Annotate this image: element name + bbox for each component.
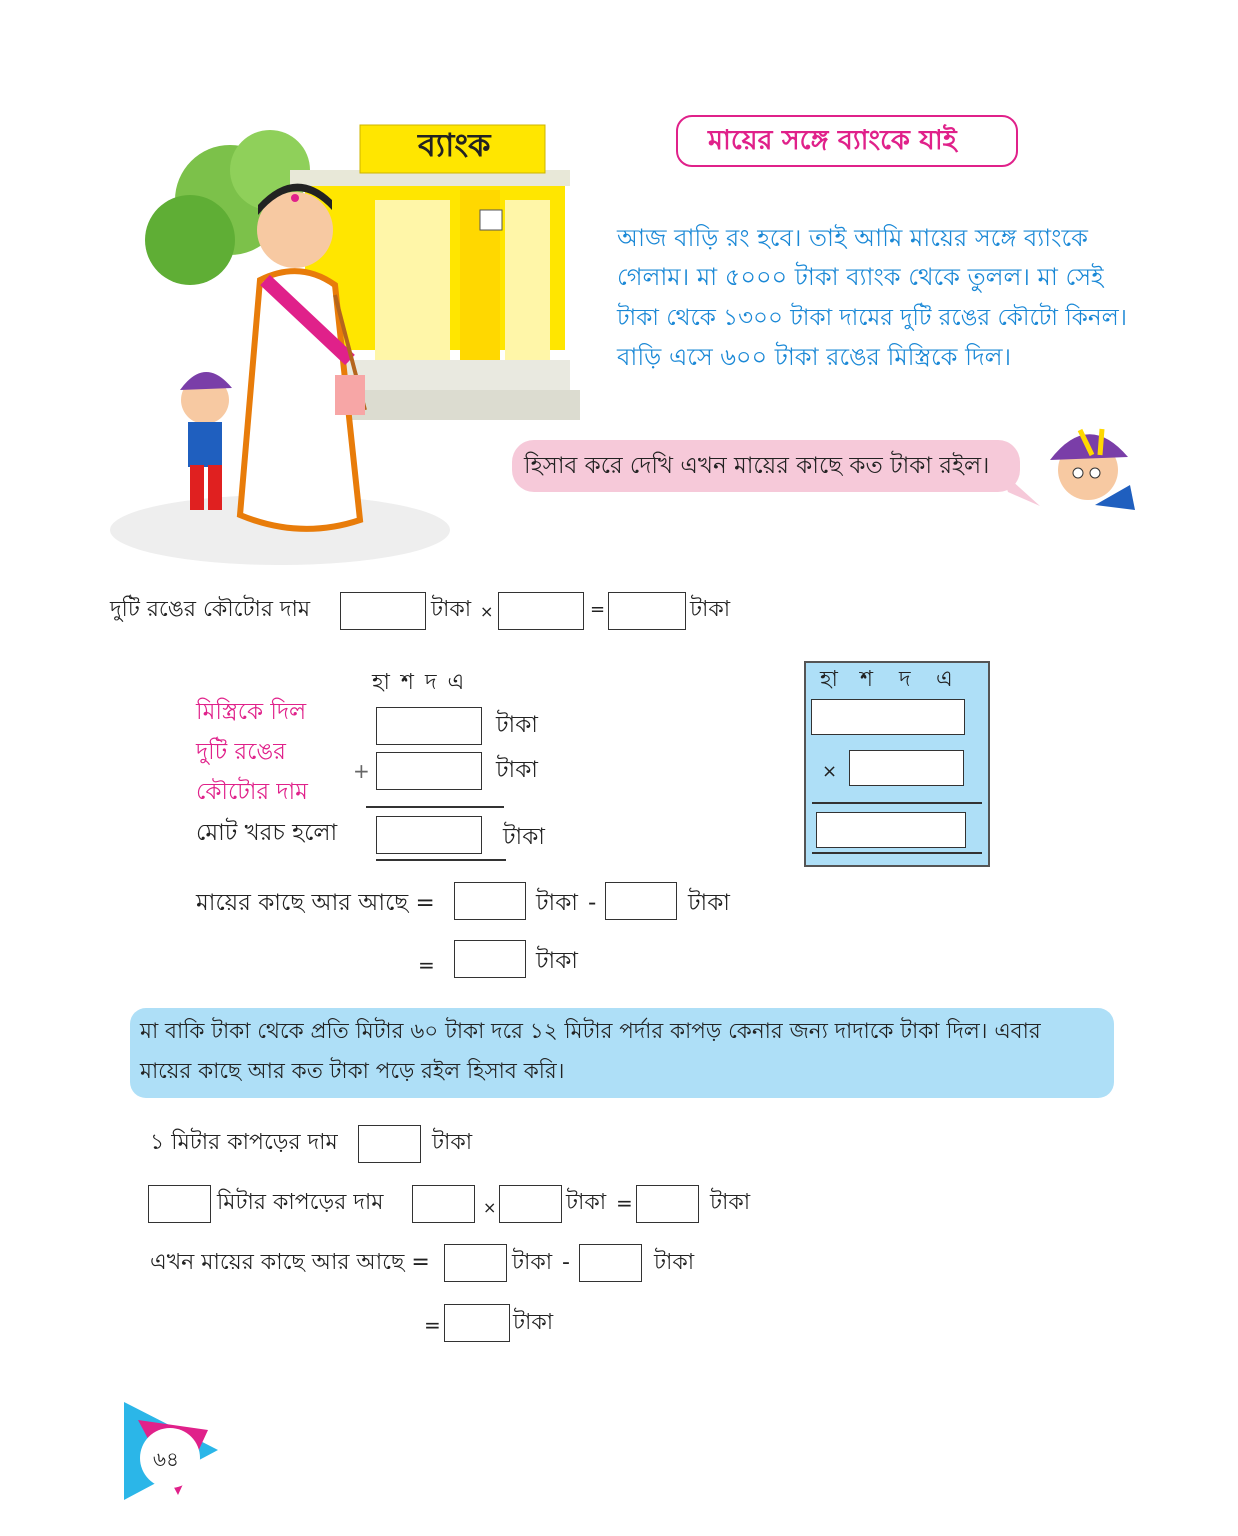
now-result-input[interactable] — [444, 1304, 510, 1342]
cloth-total-input[interactable] — [636, 1185, 699, 1223]
taka-label: টাকা — [566, 1190, 607, 1215]
sum-rule-bottom — [376, 859, 506, 861]
taka-label: টাকা — [512, 1250, 553, 1275]
taka-label: টাকা — [690, 597, 731, 622]
page-title: মায়ের সঙ্গে ব্যাংকে যাই — [708, 125, 957, 156]
paint-price-label: দুটি রঙের কৌটোর দাম — [110, 597, 311, 622]
mult-rule-top — [812, 802, 982, 804]
mult-rule-bottom — [812, 852, 982, 854]
remaining-label: মায়ের কাছে আর আছে = — [196, 890, 435, 916]
one-metre-price-label: ১ মিটার কাপড়ের দাম — [150, 1130, 338, 1155]
story-line-4: বাড়ি এসে ৬০০ টাকা রঙের মিস্ত্রিকে দিল। — [617, 343, 1012, 371]
one-metre-price-input[interactable] — [358, 1125, 421, 1163]
taka-label: টাকা — [536, 890, 578, 916]
paint-cost-input[interactable] — [376, 752, 482, 790]
times-sign: × — [483, 1198, 497, 1217]
sum-rule-top — [366, 806, 504, 808]
story-line-3: টাকা থেকে ১৩০০ টাকা দামের দুটি রঙের কৌটো কিনল। — [617, 305, 1127, 331]
paint-cost-label-line2: কৌটোর দাম — [196, 779, 308, 805]
metre-cloth-price-label: মিটার কাপড়ের দাম — [217, 1190, 384, 1215]
mult-times-sign: × — [822, 761, 838, 782]
paint-cost-label-line1: দুটি রঙের — [196, 739, 286, 765]
mult-operand-1-input[interactable] — [811, 699, 965, 735]
taka-label: টাকা — [513, 1310, 554, 1335]
remain-subtract-input[interactable] — [605, 882, 677, 920]
times-sign: × — [480, 602, 494, 621]
equals-sign: = — [418, 953, 435, 977]
boy-face-icon — [1040, 415, 1135, 510]
place-value-header: হা শ দ এ — [372, 670, 467, 695]
taka-label: টাকা — [503, 824, 545, 850]
curtain-problem-line-2: মায়ের কাছে আর কত টাকা পড়ে রইল হিসাব করি। — [140, 1059, 565, 1084]
now-remaining-label: এখন মায়ের কাছে আর আছে = — [150, 1250, 430, 1275]
mult-operand-2-input[interactable] — [849, 750, 964, 786]
paint-count-input[interactable] — [498, 592, 584, 630]
total-cost-input[interactable] — [376, 816, 482, 854]
speech-text: হিসাব করে দেখি এখন মায়ের কাছে কত টাকা রইল। — [524, 453, 990, 479]
taka-label: টাকা — [688, 890, 730, 916]
metre-count-input[interactable] — [148, 1185, 211, 1223]
curtain-problem-line-1: মা বাকি টাকা থেকে প্রতি মিটার ৬০ টাকা দরে ১২ মিটার পর্দার কাপড় কেনার জন্য দাদাকে টাকা দিল। এবার — [140, 1019, 1041, 1044]
mult-result-input[interactable] — [816, 812, 966, 848]
paint-unit-price-input[interactable] — [340, 592, 426, 630]
taka-label: টাকা — [432, 1130, 473, 1155]
taka-label: টাকা — [496, 712, 538, 738]
taka-label: টাকা — [496, 757, 538, 783]
place-tens: দ — [899, 667, 911, 692]
page-number: ৬৪ — [153, 1447, 179, 1471]
speech-bubble-tail — [1000, 470, 1040, 510]
bank-illustration — [110, 110, 580, 570]
remain-start-input[interactable] — [454, 882, 526, 920]
taka-label: টাকা — [654, 1250, 695, 1275]
metre-rate-input[interactable] — [499, 1185, 562, 1223]
mistri-amount-input[interactable] — [376, 707, 482, 745]
mistri-paid-label: মিস্ত্রিকে দিল — [196, 699, 307, 725]
place-ones: এ — [936, 667, 953, 692]
taka-label: টাকা — [710, 1190, 751, 1215]
remain-result-input[interactable] — [454, 940, 526, 978]
equals-sign: = — [590, 599, 606, 620]
minus-sign: - — [588, 890, 597, 916]
equals-sign: = — [616, 1191, 633, 1215]
place-hundreds: শ — [860, 667, 874, 692]
taka-label: টাকা — [431, 597, 472, 622]
story-line-2: গেলাম। মা ৫০০০ টাকা ব্যাংক থেকে তুলল। মা সেই — [617, 263, 1104, 291]
taka-label: টাকা — [536, 948, 578, 974]
now-start-input[interactable] — [444, 1244, 507, 1282]
paint-total-input[interactable] — [608, 592, 686, 630]
plus-sign: + — [353, 759, 370, 783]
story-line-1: আজ বাড়ি রং হবে। তাই আমি মায়ের সঙ্গে ব্যাংকে — [617, 224, 1088, 252]
total-cost-label: মোট খরচ হলো — [196, 820, 338, 846]
now-subtract-input[interactable] — [579, 1244, 642, 1282]
minus-sign: - — [562, 1250, 570, 1275]
bank-sign-text: ব্যাংক — [418, 126, 491, 164]
place-hundreds-thousands: হা — [820, 667, 838, 692]
metre-count-input-2[interactable] — [412, 1185, 475, 1223]
equals-sign: = — [424, 1313, 441, 1337]
